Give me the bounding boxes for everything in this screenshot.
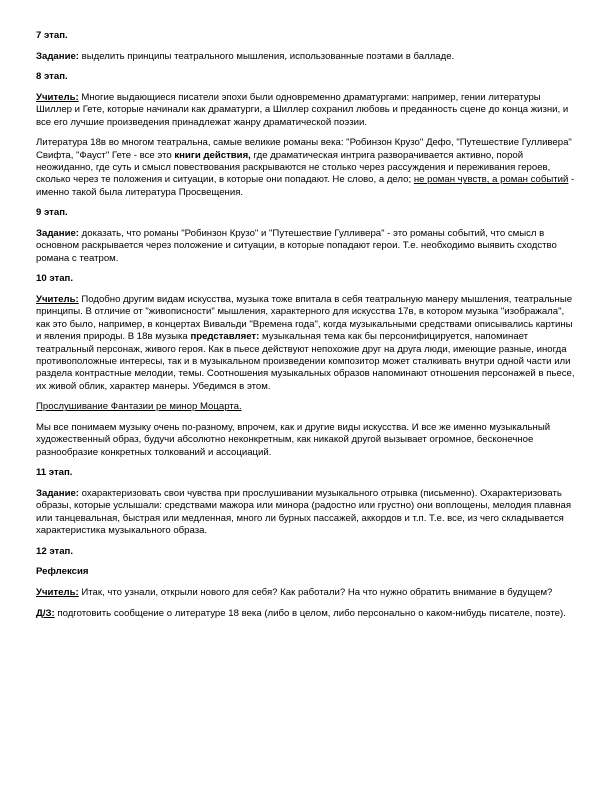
teacher-label: Учитель: xyxy=(36,587,79,599)
stage-8-heading: 8 этап. xyxy=(36,71,68,83)
reflection-heading: Рефлексия xyxy=(36,566,89,578)
bold-phrase: представляет: xyxy=(190,331,260,343)
task-text: охарактеризовать свои чувства при прослушивании музыкального отрывка (письменно). Охарактеризовать образы, которые услышали: средствами мажора или минора (радостно или грустно) они воплощены, мелодия плавная или танцевальная, быстрая или медленная, много ли бурных пассажей, аккордов и т.п. Т.е. все, из чего складывается характеристика музыкального образа. xyxy=(36,488,572,537)
stage-7-heading: 7 этап. xyxy=(36,30,68,41)
paragraph-text: - именно такой была литература Просвещения. xyxy=(36,174,575,198)
task-label: Задание: xyxy=(36,488,79,500)
teacher-text: Подобно другим видам искусства, музыка тоже впитала в себя театральную манеру мышления, театральные принципы. В отличие от "живописности" мышления, характерного для искусства 17в, в котором музыка "изображала", как это было, например, в концертах Вивальди "Времена года", когда музыкальными средствами описывались картины и явления природы. В 18в музыка xyxy=(36,294,573,343)
stage-12-teacher xyxy=(36,587,576,599)
stage-11-heading: 11 этап. xyxy=(36,467,73,479)
bold-phrase: книги действия, xyxy=(174,149,251,161)
stage-12-heading: 12 этап. xyxy=(36,545,74,557)
task-text: доказать, что романы "Робинзон Крузо" и "Путешествие Гулливера" - это романы событий, что смысл в основном раскрывается через положение и ситуации, в которые попадают герои. Т.е. необходимо выявить сходство романа с театром. xyxy=(36,228,557,264)
document-page xyxy=(36,30,576,628)
teacher-text: музыкальная тема как бы персонифицируется, напоминает театральный персонаж, живого героя. Как в пьесе действуют непохожие друг на друга люди, имеющие разные, иногда противоположные интересы, так и в музыкальном произведении композитор может сталкивать внутри одной части или раздела контрастные мелодии, темы. Соотношения музыкальных образов напоминают отношения персонажей в пьесе, их живой облик, характер манеры. Убедимся в этом. xyxy=(36,331,575,392)
teacher-label: Учитель: xyxy=(36,91,79,103)
teacher-text: Многие выдающиеся писатели эпохи были одновременно драматургами: например, гении литературы Шиллер и Гете, которые начинали как драматурги, а Шиллер сохранил любовь и преданность сцене до конца жизни, и все его лучшие произведения принадлежат жанру драматической поэзии. xyxy=(36,91,569,128)
teacher-text: Итак, что узнали, открыли нового для себя? Как работали? На что нужно обратить внимание в будущем? xyxy=(78,587,553,599)
task-label: Задание: xyxy=(36,50,79,62)
stage-8-teacher xyxy=(36,92,576,129)
stage-9-heading: 9 этап. xyxy=(36,207,68,219)
stage-8-literature-paragraph xyxy=(36,137,576,199)
teacher-label: Учитель: xyxy=(36,294,79,305)
stage-9-task xyxy=(36,228,576,265)
task-label: Задание: xyxy=(36,228,79,239)
stage-10-listening: Прослушивание Фантазии ре минор Моцарта. xyxy=(36,401,242,413)
paragraph-text: Литература 18в во многом театральна, самые великие романы века: "Робинзон Крузо" Дефо, "Путешествие Гулливера" Свифта, "Фауст" Гете - все это xyxy=(36,137,572,161)
stage-10-heading: 10 этап. xyxy=(36,273,74,285)
stage-10-teacher xyxy=(36,294,576,393)
paragraph-text: где драматическая интрига разворачивается активно, порой неожиданно, где суть и смысл повествования раскрываются не столько через рассуждения и переживания героев, сколько через те положения и ситуации, в которые они попадают. Не слово, а дело; xyxy=(36,149,551,186)
homework xyxy=(36,608,576,620)
underlined-phrase: не роман чувств, а роман событий xyxy=(413,174,569,186)
stage-10-closing: Мы все понимаем музыку очень по-разному, впрочем, как и другие виды искусства. И все же именно музыкальный художественный образ, будучи абсолютно неконкретным, как никакой другой вызывает огромное, бесконечное разнообразие конкретных толкований и ассоциаций. xyxy=(36,422,551,458)
homework-text: подготовить сообщение о литературе 18 века (либо в целом, либо персонально о каком-нибудь писателе, поэте). xyxy=(54,607,566,619)
task-text: выделить принципы театрального мышления, использованные поэтами в балладе. xyxy=(79,50,455,62)
stage-7-task xyxy=(36,51,576,63)
stage-11-task xyxy=(36,488,576,538)
homework-label: Д/З: xyxy=(36,607,55,619)
